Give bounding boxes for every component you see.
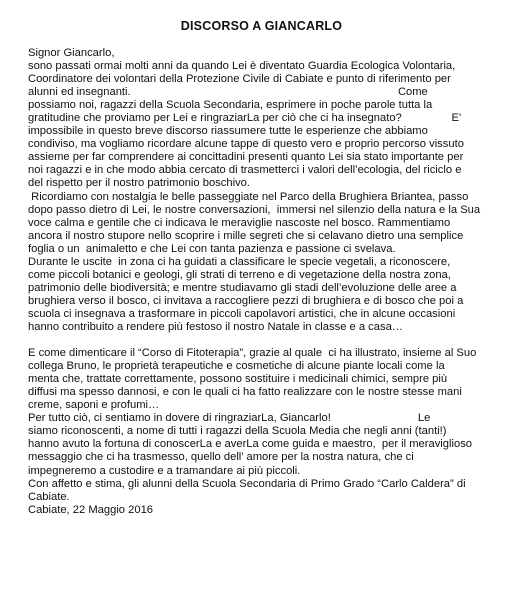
document-body [28, 47, 508, 517]
text-line: scuola ci insegnava a trasformare in piccoli capolavori artistici, che in alcune occasioni [28, 307, 456, 320]
text-line: Durante le uscite in zona ci ha guidati a classificare le specie vegetali, a riconoscere, [28, 255, 451, 268]
text-line: del rispetto per il nostro patrimonio boschivo. [28, 177, 250, 190]
text-line: brughiera verso il bosco, ci invitava a raccogliere pezzi di brughiera e di bosco che poi a [28, 294, 464, 307]
text-line: sono passati ormai molti anni da quando Lei è diventato Guardia Ecologica Volontaria, [28, 60, 456, 73]
text-line: noi ragazzi e in che modo abbia cercato di trasmetterci i valori dell’ecologia, del riciclo e [28, 164, 462, 177]
text-line: Con affetto e stima, gli alunni della Scuola Secondaria di Primo Grado “Carlo Caldera” di [28, 477, 466, 490]
text-line: come piccoli botanici e geologi, gli strati di terreno e di vegetazione della nostra zona, [28, 268, 451, 281]
text-line: assieme per far comprendere ai concittadini presenti quanto Lei sia stato importante per [28, 151, 464, 164]
text-line: foglia o un animaletto e che Lei con tanta pazienza e passione ci svelava. [28, 242, 396, 255]
text-line: dopo passo dietro di Lei, le nostre conversazioni, immersi nel silenzio della natura e la Sua [28, 203, 481, 216]
text-line: alunni ed insegnanti. Come [28, 86, 428, 99]
text-line: Cabiate. [28, 490, 70, 503]
text-line: menta che, trattate correttamente, possono sostituire i medicinali chimici, sempre più [28, 373, 448, 386]
text-line: Coordinatore dei volontari della Protezione Civile di Cabiate e punto di riferimento per [28, 73, 451, 86]
text-line: ancora il nostro stupore nello scoprire i mille segreti che si celavano dietro una semplice [28, 229, 464, 242]
text-line: collega Bruno, le proprietà terapeutiche e cosmetiche di alcune piante locali come la [28, 360, 445, 373]
text-line: condiviso, ma vogliamo ricordare alcune tappe di questo vero e proprio percorso vissuto [28, 138, 464, 151]
text-line: Cabiate, 22 Maggio 2016 [28, 503, 154, 516]
text-line: E come dimenticare il “Corso di Fitoterapia”, grazie al quale ci ha illustrato, insieme al Suo [28, 347, 477, 360]
text-line: Per tutto ciò, ci sentiamo in dovere di ringraziarLa, Giancarlo! Le [28, 412, 431, 425]
text-line: creme, saponi e profumi… [28, 399, 160, 412]
text-line: Signor Giancarlo, [28, 47, 115, 59]
text-line: impossibile in questo breve discorso riassumere tutte le esperienze che abbiamo [28, 125, 428, 138]
text-line: siamo riconoscenti, a nome di tutti i ragazzi della Scuola Media che negli anni (tanti!) [28, 425, 447, 438]
text-line: hanno contribuito a rendere più festoso il nostro Natale in classe e a casa… [28, 320, 403, 333]
text-line: gratitudine che proviamo per Lei e ringraziarLa per ciò che ci ha insegnato? E' [28, 112, 462, 125]
text-line: impegneremo a custodire e a tramandare ai più piccoli. [28, 464, 301, 477]
text-line: hanno avuto la fortuna di conoscerLa e averLa come guida e maestro, per il meraviglioso [28, 438, 473, 451]
document-title: DISCORSO A GIANCARLO [180, 19, 343, 33]
text-line: voce calma e gentile che ci indicava le meraviglie nascoste nel bosco. Rammentiamo [28, 216, 451, 229]
paragraph-gap [28, 334, 508, 347]
text-line: diffusi ma spesso dannosi, e con le quali ci ha fatto realizzare con le nostre stesse mani [28, 386, 462, 399]
text-line: patrimonio delle biodiversità; e mentre studiavamo gli stadi dell’evoluzione delle aree a [28, 281, 457, 294]
text-line: possiamo noi, ragazzi della Scuola Secondaria, esprimere in poche parole tutta la [28, 99, 433, 112]
text-line: Ricordiamo con nostalgia le belle passeggiate nel Parco della Brughiera Briantea, passo [28, 190, 469, 203]
text-line: messaggio che ci ha trasmesso, quello dell’ amore per la nostra natura, che ci [28, 451, 414, 464]
